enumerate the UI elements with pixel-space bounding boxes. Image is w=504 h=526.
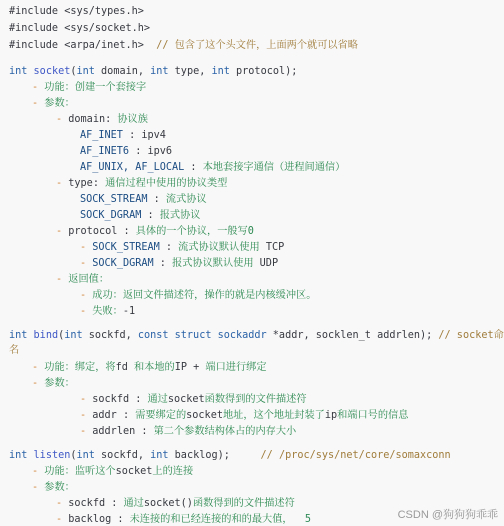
code-token: AF_INET [80, 130, 130, 141]
code-token: TCP [265, 242, 285, 253]
code-token: - [56, 178, 69, 189]
code-line [56, 113, 148, 126]
code-line [56, 273, 109, 286]
code-token: : [159, 258, 173, 269]
code-token: : ipv4 [129, 130, 166, 141]
code-token: 和端口号的信息 [337, 410, 409, 421]
code-line [32, 361, 267, 374]
code-token: 通信过程中使用的协议类型 [105, 178, 228, 189]
code-line [80, 393, 307, 406]
code-token: SOCK_STREAM [80, 194, 154, 205]
code-token: fd [115, 362, 134, 373]
code-line [9, 39, 358, 52]
code-token: - [80, 306, 93, 317]
code-token: socket [115, 466, 153, 477]
code-token: sockfd : [92, 394, 148, 405]
code-token: domain, [101, 66, 151, 77]
code-token: 功能：绑定，将 [44, 362, 116, 373]
code-token: addrlen : [92, 426, 154, 437]
code-line [80, 161, 345, 174]
code-line [32, 81, 146, 94]
code-token: IP + [174, 362, 206, 373]
code-line [56, 225, 254, 238]
code-line [56, 177, 227, 190]
code-token: : [165, 242, 179, 253]
code-token: - [80, 410, 93, 421]
code-line [32, 465, 193, 478]
code-line [32, 377, 75, 390]
code-line [80, 241, 284, 254]
code-token: protocol); [236, 66, 298, 77]
code-token: - [56, 498, 69, 509]
code-token: 地址，这个地址封装了 [222, 410, 325, 421]
code-token: int [211, 66, 237, 77]
code-line [80, 289, 316, 302]
code-token: - [80, 426, 93, 437]
code-token: 功能：创建一个套接字 [44, 82, 147, 93]
code-token: socket() [143, 498, 193, 509]
code-token: - [32, 466, 45, 477]
code-token: : [153, 194, 166, 205]
code-token: 具体的一个协议，一般写0 [135, 226, 254, 237]
code-token: 函数得到的文件描述符 [204, 394, 307, 405]
code-token: SOCK_DGRAM [80, 210, 148, 221]
code-token: - [32, 98, 45, 109]
code-token: socket [186, 410, 223, 421]
code-token: 返回值： [68, 274, 110, 285]
code-token: - [80, 258, 93, 269]
code-token: #include <sys/socket.h> [9, 23, 151, 34]
code-token: const struct [137, 330, 218, 341]
code-token: 失败： [92, 306, 123, 317]
code-token: ( [70, 450, 77, 461]
code-token: - [80, 290, 93, 301]
code-line [9, 449, 451, 462]
code-token: 需要绑定的 [135, 410, 187, 421]
code-token: SOCK_DGRAM [92, 258, 160, 269]
code-token: // socket命 [438, 330, 504, 341]
code-token: socket [33, 66, 71, 77]
code-token: AF_INET6 [80, 146, 136, 157]
code-token: sockfd : [68, 498, 124, 509]
code-token: 上的连接 [152, 466, 194, 477]
code-line [9, 329, 504, 342]
code-token: sockfd, [88, 330, 138, 341]
code-token: 5 [304, 514, 312, 525]
code-line [56, 513, 311, 526]
code-token: ip [324, 410, 338, 421]
code-token: UDP [259, 258, 279, 269]
code-token: 端口进行绑定 [205, 362, 267, 373]
code-token: addr : [92, 410, 136, 421]
code-token: backlog : [68, 514, 130, 525]
code-line [80, 257, 278, 270]
code-token: int [64, 330, 89, 341]
code-token: protocol : [68, 226, 136, 237]
code-token: 通过 [123, 498, 144, 509]
code-token: ( [70, 66, 77, 77]
code-token: domain: [68, 114, 118, 125]
code-token: type: [68, 178, 106, 189]
code-token: bind [33, 330, 59, 341]
code-token: #include <arpa/inet.h> [9, 40, 157, 51]
code-token: 报式协议默认使用 [172, 258, 260, 269]
code-line [9, 65, 297, 78]
code-token: : ipv6 [135, 146, 173, 157]
code-token: SOCK_STREAM [92, 242, 166, 253]
code-token: - [80, 242, 93, 253]
code-token: 协议族 [117, 114, 148, 125]
code-line [80, 129, 166, 142]
code-token: int [9, 450, 34, 461]
code-line [32, 97, 75, 110]
code-line [80, 209, 201, 222]
code-token: 通过 [147, 394, 168, 405]
code-token: - [32, 482, 45, 493]
code-token: listen [33, 450, 71, 461]
code-token: - [56, 226, 69, 237]
code-token: : [190, 162, 203, 173]
code-token: int [9, 66, 34, 77]
code-token: 第二个参数结构体占的内存大小 [153, 426, 297, 437]
code-token: int [76, 450, 102, 461]
code-token: - [56, 514, 69, 525]
code-token: - [80, 394, 93, 405]
code-line [80, 409, 408, 422]
code-token: 本地套接字通信（进程间通信） [202, 162, 346, 173]
code-token: socket [167, 394, 205, 405]
code-token: 参数： [44, 378, 75, 389]
code-token: int [9, 330, 34, 341]
code-token: 和本地的 [134, 362, 175, 373]
code-line [80, 305, 135, 318]
code-line [9, 22, 150, 35]
code-line [80, 193, 207, 206]
code-token: #include <sys/types.h> [9, 6, 144, 17]
code-token: - [32, 82, 45, 93]
watermark: CSDN @狗狗狗乖乖 [397, 509, 498, 521]
code-token: -1 [122, 306, 136, 317]
code-token: backlog); [174, 450, 261, 461]
code-token: int [150, 450, 175, 461]
code-line [56, 497, 295, 510]
code-token: sockfd, [101, 450, 151, 461]
code-token: : [147, 210, 160, 221]
code-token: ( [58, 330, 65, 341]
code-token: 函数得到的文件描述符 [192, 498, 295, 509]
code-line [80, 145, 172, 158]
code-token: 流式协议默认使用 [178, 242, 266, 253]
code-token: // 包含了这个头文件，上面两个就可以省略 [156, 40, 358, 51]
code-token: *addr, socklen_t addrlen); [272, 330, 439, 341]
code-token: int [76, 66, 102, 77]
code-token: - [32, 378, 45, 389]
code-line [32, 481, 75, 494]
code-token: AF_UNIX, AF_LOCAL [80, 162, 191, 173]
code-token: sockaddr [217, 330, 273, 341]
code-token: 功能：监听这个 [44, 466, 116, 477]
code-token: 参数： [44, 98, 75, 109]
code-token: - [56, 114, 69, 125]
code-token: 流式协议 [165, 194, 207, 205]
code-token: 成功：返回文件描述符，操作的就是内核缓冲区。 [92, 290, 317, 301]
code-token: // /proc/sys/net/core/somaxconn [260, 450, 451, 461]
code-token: - [32, 362, 45, 373]
code-token: 参数： [44, 482, 75, 493]
code-token: 报式协议 [159, 210, 201, 221]
code-token: 未连接的和已经连接的和的最大值， [129, 514, 305, 525]
code-line [9, 5, 144, 18]
code-line [9, 344, 19, 357]
code-token: int [150, 66, 175, 77]
code-token: 名 [9, 345, 20, 356]
code-line [80, 425, 296, 438]
code-token: type, [174, 66, 212, 77]
code-token: - [56, 274, 69, 285]
